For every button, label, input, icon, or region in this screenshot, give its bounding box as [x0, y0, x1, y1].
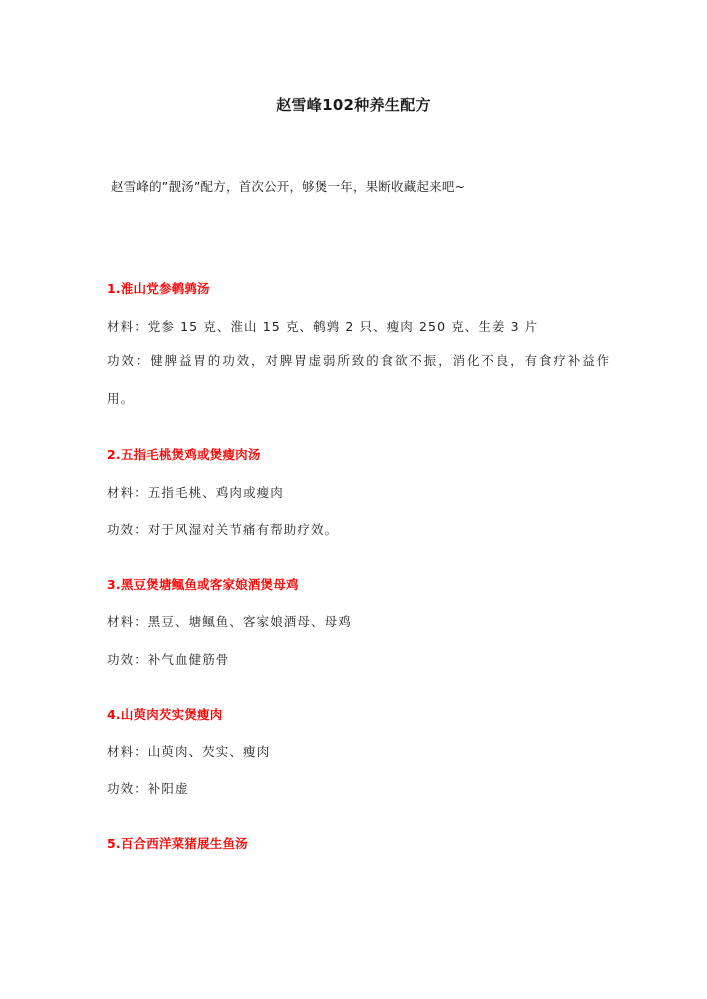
recipe-4-effect: 功效：补阳虚	[107, 781, 189, 796]
recipe-2-heading: 2.五指毛桃煲鸡或煲瘦肉汤	[107, 447, 261, 462]
recipe-1-effect-continued: 用。	[107, 391, 135, 406]
recipe-4-materials: 材料：山萸肉、芡实、瘦肉	[107, 744, 271, 759]
recipe-3-heading: 3.黑豆煲塘鲺鱼或客家娘酒煲母鸡	[107, 577, 299, 592]
document-title: 赵雪峰102种养生配方	[276, 96, 431, 114]
recipe-1-effect: 功效：健脾益胃的功效，对脾胃虚弱所致的食欲不振，消化不良，有食疗补益作	[107, 353, 612, 368]
recipe-3-materials: 材料：黑豆、塘鲺鱼、客家娘酒母、母鸡	[107, 614, 352, 629]
recipe-1-heading: 1.淮山党参鹌鹑汤	[107, 281, 210, 296]
intro-paragraph: 赵雪峰的”靓汤”配方，首次公开，够煲一年，果断收藏起来吧~	[111, 179, 466, 194]
recipe-4-heading: 4.山萸肉芡实煲瘦肉	[107, 707, 223, 722]
recipe-1-materials: 材料：党参 15 克、淮山 15 克、鹌鹑 2 只、瘦肉 250 克、生姜 3 片	[107, 319, 539, 334]
recipe-3-effect: 功效：补气血健筋骨	[107, 652, 230, 667]
recipe-2-materials: 材料：五指毛桃、鸡肉或瘦肉	[107, 485, 284, 500]
recipe-5-heading: 5.百合西洋菜猪展生鱼汤	[107, 836, 248, 851]
recipe-2-effect: 功效：对于风湿对关节痛有帮助疗效。	[107, 522, 339, 537]
